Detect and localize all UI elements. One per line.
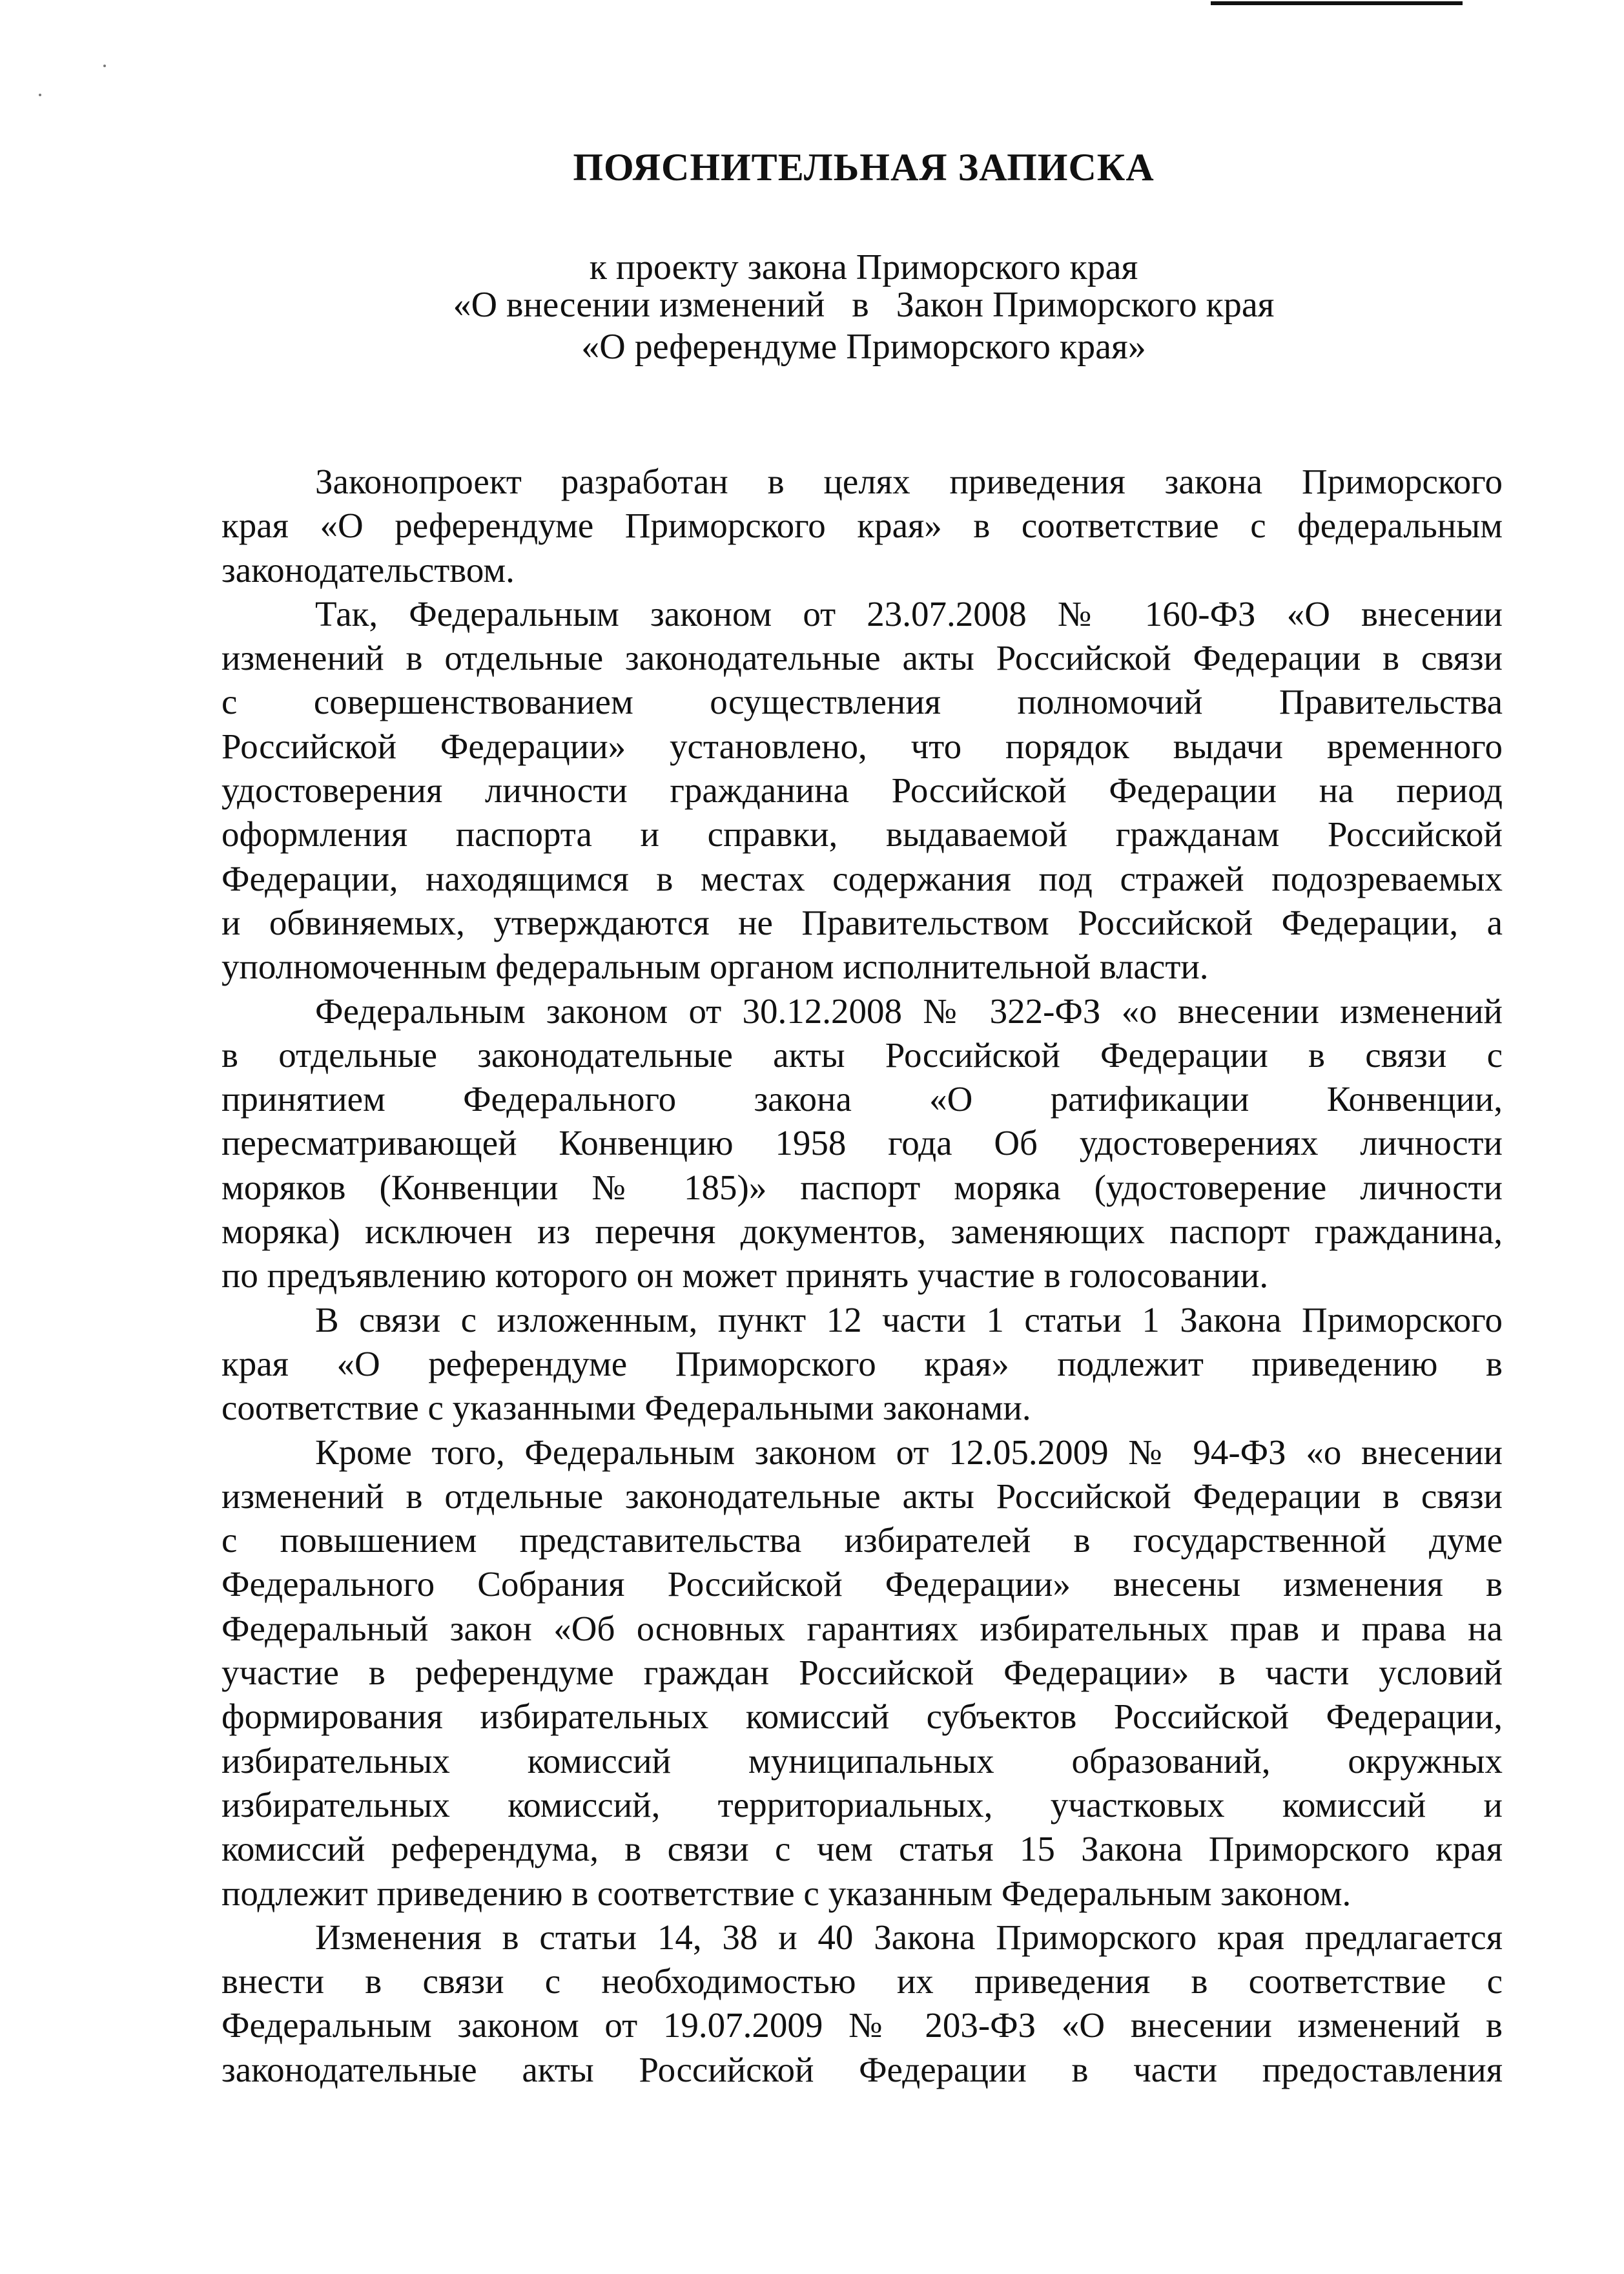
- scan-speck: [103, 65, 106, 67]
- text-line: Федеральный закон «Об основных гарантиях избирательных прав и права на: [221, 1608, 1503, 1648]
- subtitle-line: «О референдуме Приморского края»: [581, 327, 1146, 367]
- paragraph: [221, 592, 1503, 989]
- text-line: удостоверения личности гражданина Российской Федерации на период: [221, 770, 1503, 811]
- text-line: Федеральным законом от 19.07.2009 № 203-ФЗ «О внесении изменений в: [221, 2005, 1503, 2045]
- text-line: Федерального Собрания Российской Федерации» внесены изменения в: [221, 1564, 1503, 1604]
- text-line: Так, Федеральным законом от 23.07.2008 № 160-ФЗ «О внесении: [315, 594, 1503, 634]
- paragraph: [221, 989, 1503, 1298]
- text-line: по предъявлению которого он может принять участие в голосовании.: [221, 1256, 1269, 1296]
- subtitle-line: к проекту закона Приморского края: [589, 247, 1138, 287]
- text-line: подлежит приведению в соответствие с указанным Федеральным законом.: [221, 1873, 1352, 1913]
- paragraph: [221, 460, 1503, 592]
- text-line: соответствие с указанными Федеральными законами.: [221, 1388, 1031, 1428]
- paragraph: [221, 1298, 1503, 1431]
- text-line: В связи с изложенным, пункт 12 части 1 статьи 1 Закона Приморского: [315, 1299, 1503, 1339]
- text-line: Законопроект разработан в целях приведения закона Приморского: [315, 462, 1503, 501]
- text-line: внести в связи с необходимостью их приведения в соответствие с: [221, 1961, 1503, 2001]
- text-line: формирования избирательных комиссий субъектов Российской Федерации,: [221, 1697, 1503, 1737]
- text-line: моряка) исключен из перечня документов, заменяющих паспорт гражданина,: [221, 1212, 1503, 1252]
- paragraph: [221, 1916, 1503, 2092]
- text-line: уполномоченным федеральным органом исполнительной власти.: [221, 947, 1209, 987]
- text-line: и обвиняемых, утверждаются не Правительством Российской Федерации, а: [221, 902, 1503, 942]
- text-line: избирательных комиссий, территориальных, участковых комиссий и: [221, 1784, 1503, 1824]
- text-line: изменений в отдельные законодательные акты Российской Федерации в связи: [221, 1476, 1503, 1516]
- text-line: края «О референдуме Приморского края» подлежит приведению в: [221, 1343, 1503, 1383]
- text-line: избирательных комиссий муниципальных образований, окружных: [221, 1741, 1503, 1781]
- text-line: в отдельные законодательные акты Российской Федерации в связи с: [221, 1035, 1503, 1075]
- document-title: ПОЯСНИТЕЛЬНАЯ ЗАПИСКА: [573, 146, 1155, 189]
- text-line: Кроме того, Федеральным законом от 12.05.2009 № 94-ФЗ «о внесении: [315, 1432, 1503, 1472]
- document-body: [221, 460, 1503, 2092]
- scan-artifact-line: [1211, 1, 1463, 5]
- text-line: изменений в отдельные законодательные акты Российской Федерации в связи: [221, 638, 1503, 678]
- text-line: края «О референдуме Приморского края» в соответствие с федеральным: [221, 506, 1503, 546]
- text-line: с совершенствованием осуществления полномочий Правительства: [221, 682, 1503, 722]
- text-line: законодательные акты Российской Федерации в части предоставления: [221, 2049, 1503, 2089]
- text-line: моряков (Конвенции № 185)» паспорт моряка (удостоверение личности: [221, 1167, 1503, 1207]
- text-line: оформления паспорта и справки, выдаваемой гражданам Российской: [221, 814, 1503, 854]
- text-line: с повышением представительства избирателей в государственной думе: [221, 1520, 1503, 1560]
- text-line: принятием Федерального закона «О ратификации Конвенции,: [221, 1079, 1503, 1119]
- text-line: участие в референдуме граждан Российской Федерации» в части условий: [221, 1653, 1503, 1693]
- text-line: Российской Федерации» установлено, что порядок выдачи временного: [221, 726, 1503, 766]
- text-line: пересматривающей Конвенцию 1958 года Об удостоверениях личности: [221, 1123, 1503, 1163]
- scan-speck: [39, 94, 41, 96]
- text-line: Федеральным законом от 30.12.2008 № 322-ФЗ «о внесении изменений: [315, 991, 1503, 1031]
- text-line: Изменения в статьи 14, 38 и 40 Закона Приморского края предлагается: [315, 1917, 1503, 1957]
- subtitle-line: «О внесении изменений в Закон Приморского края: [453, 285, 1275, 325]
- paragraph: [221, 1431, 1503, 1916]
- text-line: законодательством.: [221, 550, 515, 590]
- text-line: комиссий референдума, в связи с чем статья 15 Закона Приморского края: [221, 1829, 1503, 1869]
- text-line: Федерации, находящимся в местах содержания под стражей подозреваемых: [221, 858, 1503, 898]
